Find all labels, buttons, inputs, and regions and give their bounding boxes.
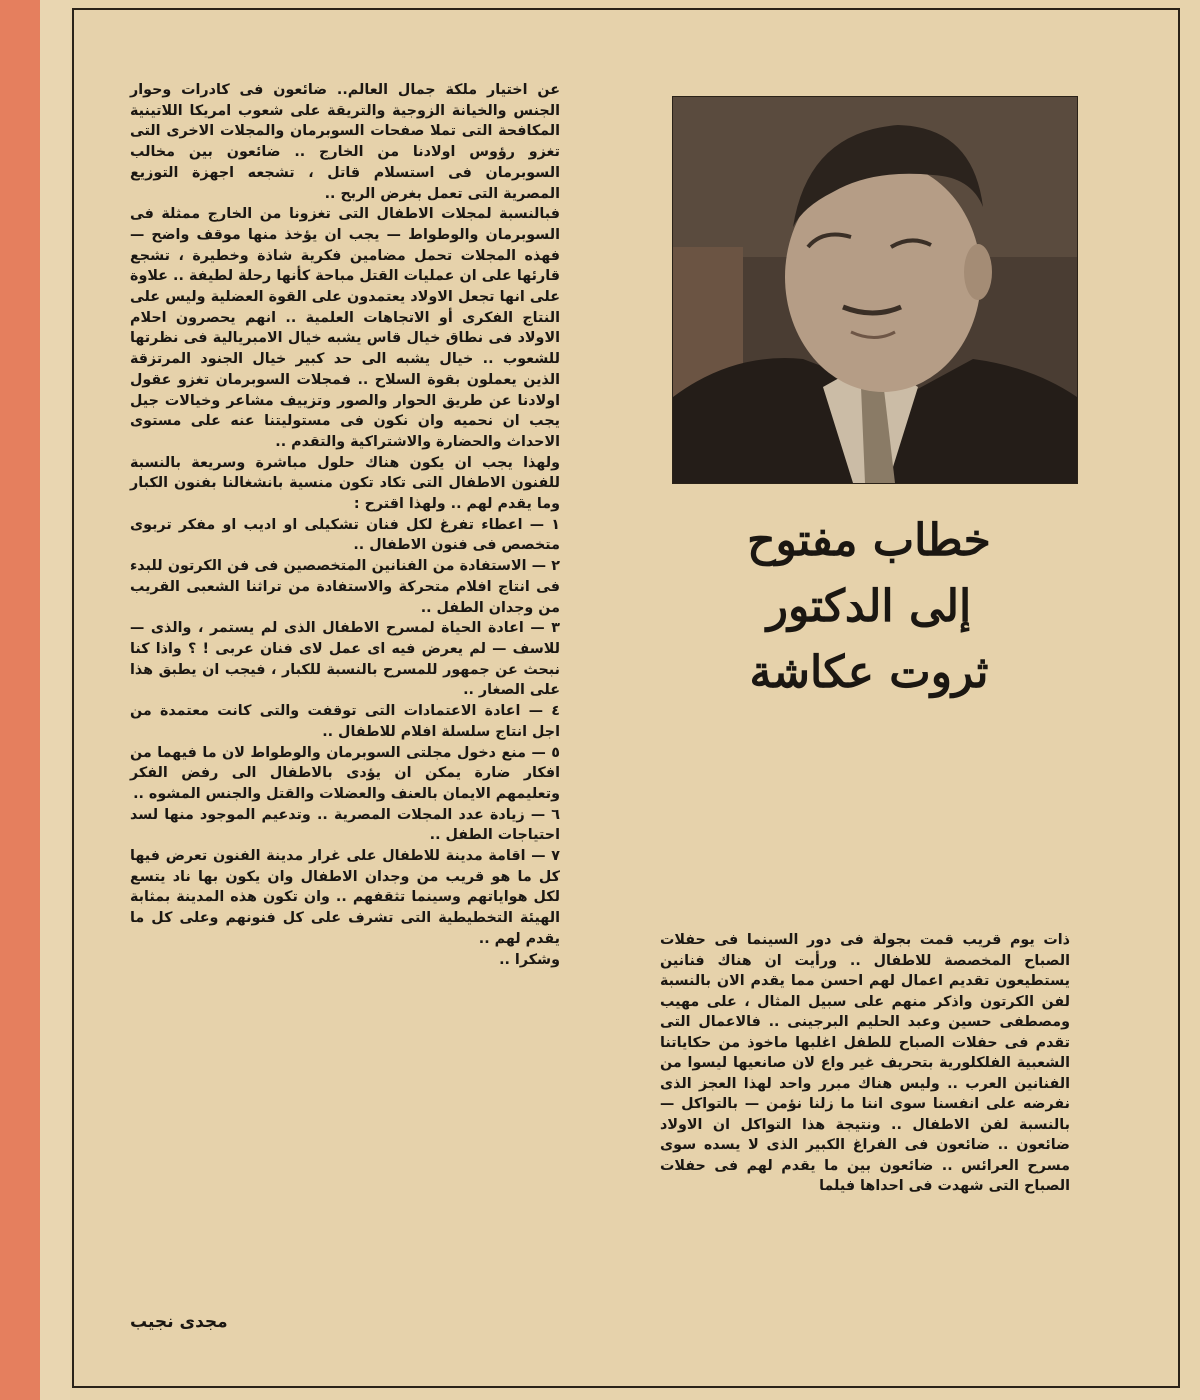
- paragraph: ولهذا يجب ان يكون هناك حلول مباشرة وسريعة بالنسبة للفنون الاطفال التى تكاد تكون منسية بانشغالنا بفنون الكبار وما يقدم لهم .. ولهذا اقترح :: [130, 454, 560, 513]
- list-item: ٧ — اقامة مدينة للاطفال على غرار مدينة الفنون تعرض فيها كل ما هو قريب من وجدان الاطفال وان يكون بها ناد يتسع لكل هواياتهم وسينما تثقفهم .. وان تكون هذه المدينة بمثابة الهيئة التخطيطية التى تشرف على كل فنونهم وعلى كل ما يقدم لهم ..: [130, 848, 560, 947]
- paragraph: فبالنسبة لمجلات الاطفال التى تغزونا من الخارج ممثلة فى السوبرمان والوطواط — يجب ان يؤخذ منها موقف واضح — فهذه المجلات تحمل مضامين فكرية شاذة وخطيرة ، تشجع قارئها على ان عمليات القتل مباحة كأنها رحلة لطيفة .. علاوة على انها تجعل الاولاد يعتمدون على القوة العضلية وليس على النتاج الفكرى أو الاتجاهات العلمية .. انهم يحصرون احلام الاولاد فى نطاق خيال قاس يشبه خيال الامبريالية فى نظرتها للشعوب .. خيال يشبه الى حد كبير خيال الجنود المرتزقة الذين يعملون بقوة السلاح .. فمجلات السوبرمان تغزو عقول اولادنا عن طريق الحوار والصور وتزييف مشاعر وخيالات جيل يجب ان نحميه وان نكون فى مستوليتنا عنه على مستوى الاحداث والحضارة والاشتراكية والتقدم ..: [130, 206, 560, 450]
- headline-line-3: ثروت عكاشة: [749, 647, 989, 698]
- list-item: ٢ — الاستفادة من الفنانين المتخصصين فى فن الكرتون للبدء فى انتاج افلام متحركة والاستفادة من تراثنا الشعبى القريب من وجدان الطفل ..: [130, 558, 560, 616]
- paragraph: عن اختيار ملكة جمال العالم.. ضائعون فى كادرات وحوار الجنس والخيانة الزوجية والتريقة على شعوب امريكا اللاتينية المكافحة التى تملا صفحات السوبرمان والمجلات الاخرى التى تغزو رؤوس اولادنا من الخارج .. ضائعون بين مخالب السوبرمان فى استسلام قاتل ، تشجعه اجهزة التوزيع المصرية التى تعمل بغرض الربح ..: [130, 82, 560, 202]
- list-item: ٦ — زيادة عدد المجلات المصرية .. وتدعيم الموجود منها لسد احتياجات الطفل ..: [130, 806, 560, 844]
- portrait-photo: [672, 96, 1078, 484]
- headline-line-2: إلى الدكتور: [766, 581, 972, 632]
- portrait-illustration: [673, 97, 1077, 483]
- headline-line-1: خطاب مفتوح: [747, 515, 991, 566]
- adjacent-page-edge: [0, 0, 42, 1400]
- paragraph: ذات يوم قريب قمت بجولة فى دور السينما فى حفلات الصباح المخصصة للاطفال .. ورأيت ان هناك فنانين يستطيعون تقديم اعمال لهم احسن مما يقدم الان بالنسبة لفن الكرتون واذكر منهم على سبيل المثال ، على مهيب ومصطفى حسين وعبد الحليم البرجينى .. فالاعمال التى تقدم فى حفلات الصباح للطفل اغلبها ماخوذ من حكاياتنا الشعبية الفلكلورية بتحريف غير واع لان صانعيها ليسوا من الفنانين العرب .. وليس هناك مبرر واحد لهذا العجز الذى نفرضه على انفسنا سوى اننا ما زلنا نؤمن — بالتواكل — بالنسبة لفن الاطفال .. ونتيجة هذا التواكل ان الاولاد ضائعون .. ضائعون فى الفراغ الكبير الذى لا يسده سوى مسرح العرائس .. ضائعون بين ما يقدم لهم فى حفلات الصباح التى شهدت فى احداها فيلما: [660, 932, 1070, 1194]
- closing: وشكرا ..: [499, 951, 560, 968]
- list-item: ٣ — اعادة الحياة لمسرح الاطفال الذى لم يستمر ، والذى — للاسف — لم يعرض فيه اى عمل لاى فنان عربى ! ؟ واذا كنا نبحث عن جمهور للمسرح بالنسبة للكبار ، فيجب ان يطبق هذا على الصغار ..: [130, 620, 560, 699]
- article-left-column: [130, 80, 560, 970]
- article-headline: [662, 508, 1076, 706]
- article-frame: [72, 8, 1180, 1388]
- adjacent-page-text-fragment: [40, 0, 70, 1400]
- author-signature: مجدى نجيب: [130, 1312, 228, 1332]
- list-item: ٤ — اعادة الاعتمادات التى توقفت والتى كانت معتمدة من اجل انتاج سلسلة افلام للاطفال ..: [130, 703, 560, 740]
- list-item: ١ — اعطاء تفرغ لكل فنان تشكيلى او اديب او مفكر تربوى متخصص فى فنون الاطفال ..: [130, 516, 560, 554]
- article-right-column: [660, 930, 1070, 1197]
- list-item: ٥ — منع دخول مجلتى السوبرمان والوطواط لان ما فيهما من افكار ضارة يمكن ان يؤدى بالاطفال الى رفض الفكر وتعليمهم الايمان بالعنف والعضلات والقتل والجنس المشوه ..: [130, 744, 560, 802]
